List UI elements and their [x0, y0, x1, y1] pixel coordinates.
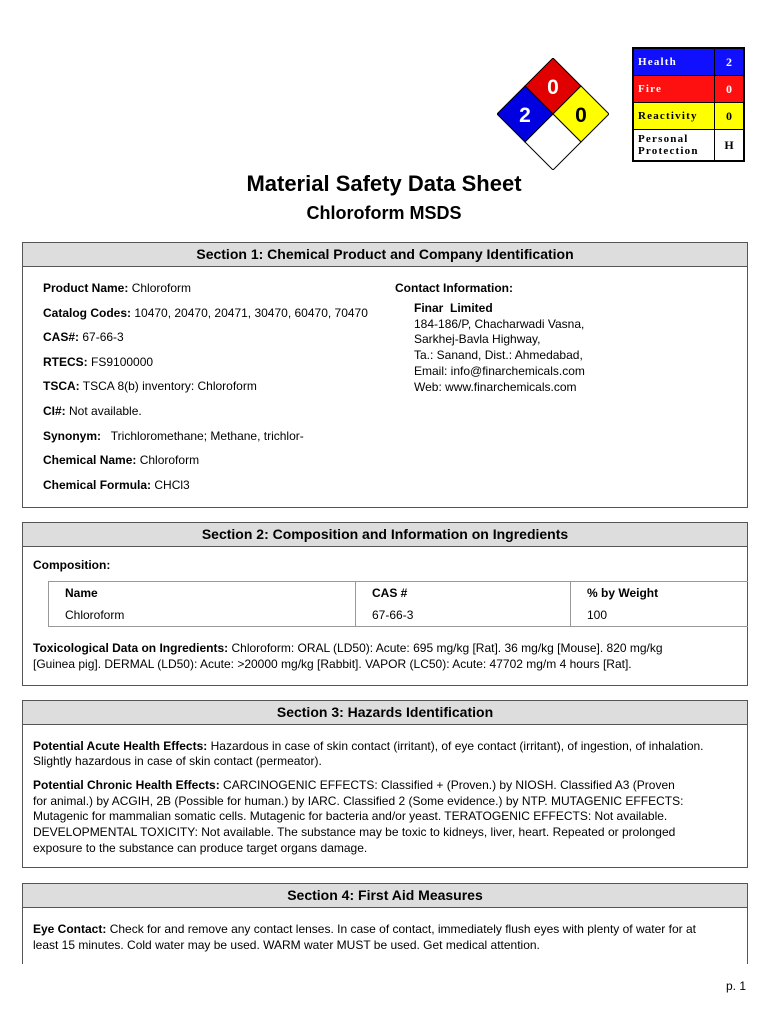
field-tsca: [43, 379, 257, 394]
company-name: Finar Limited: [414, 301, 493, 315]
field-label: Chemical Formula:: [43, 478, 152, 492]
field-synonym: [43, 429, 304, 444]
hmis-fire-label: Fire: [633, 76, 715, 103]
hmis-reactivity-value: 0: [715, 103, 745, 130]
tox-data-line2: [Guinea pig]. DERMAL (LD50): Acute: >20000 mg/kg [Rabbit]. VAPOR (LC50): Acute: 47702 mg/m 4 hours [Rat].: [33, 657, 632, 671]
field-value: CHCl3: [151, 478, 190, 492]
field-product-name: [43, 281, 191, 296]
hmis-reactivity-label: Reactivity: [633, 103, 715, 130]
tox-text: Chloroform: ORAL (LD50): Acute: 695 mg/kg [Rat]. 36 mg/kg [Mouse]. 820 mg/kg: [228, 641, 663, 655]
column-header-name: Name: [49, 582, 356, 605]
section-4-heading: Section 4: First Aid Measures: [23, 884, 747, 908]
chronic-label: Potential Chronic Health Effects:: [33, 778, 220, 792]
section-2: [22, 522, 748, 686]
composition-label: Composition:: [33, 558, 111, 572]
contact-label: Contact Information:: [395, 281, 513, 295]
nfpa-fire-value: 0: [547, 76, 559, 99]
address-line: Ta.: Sanand, Dist.: Ahmedabad,: [414, 348, 583, 362]
field-catalog-codes: [43, 306, 368, 321]
eye-contact-line2: least 15 minutes. Cold water may be used. WARM water MUST be used. Get medical attention.: [33, 938, 540, 952]
field-label: RTECS:: [43, 355, 88, 369]
hmis-fire-value: 0: [715, 76, 745, 103]
field-chemical-formula: [43, 478, 190, 493]
field-value: Not available.: [65, 404, 142, 418]
acute-label: Potential Acute Health Effects:: [33, 739, 208, 753]
email-line: Email: info@finarchemicals.com: [414, 364, 585, 378]
nfpa-diamond: [497, 58, 609, 170]
cell-cas: 67-66-3: [356, 604, 571, 627]
field-label: CI#:: [43, 404, 66, 418]
cell-name: Chloroform: [49, 604, 356, 627]
nfpa-reactivity-value: 0: [575, 104, 587, 127]
field-value: TSCA 8(b) inventory: Chloroform: [79, 379, 257, 393]
eye-contact-line1: [33, 922, 696, 937]
chronic-effects-line: Mutagenic for mammalian somatic cells. Mutagenic for bacteria and/or yeast. TERATOGENIC EFFECTS: Not available.: [33, 809, 668, 823]
field-label: TSCA:: [43, 379, 80, 393]
tox-data-line1: [33, 641, 663, 656]
hmis-health-value: 2: [715, 48, 745, 76]
field-rtecs: [43, 355, 153, 370]
hmis-protection-label: [633, 130, 715, 162]
document-title: Material Safety Data Sheet: [246, 171, 522, 196]
chronic-effects-line1: [33, 778, 675, 793]
field-label: Catalog Codes:: [43, 306, 132, 320]
acute-effects-line1: [33, 739, 704, 754]
field-ci: [43, 404, 142, 419]
field-value: Chloroform: [128, 281, 192, 295]
address-line: Sarkhej-Bavla Highway,: [414, 332, 541, 346]
hmis-protection-label-line1: Personal: [638, 133, 689, 145]
eye-contact-label: Eye Contact:: [33, 922, 107, 936]
field-chemical-name: [43, 453, 199, 468]
hmis-rating-table: [632, 47, 745, 162]
address-line: 184-186/P, Chacharwadi Vasna,: [414, 317, 585, 331]
web-line: Web: www.finarchemicals.com: [414, 380, 577, 394]
field-value: Chloroform: [136, 453, 200, 467]
field-label: Product Name:: [43, 281, 129, 295]
chronic-text: CARCINOGENIC EFFECTS: Classified + (Proven.) by NIOSH. Classified A3 (Proven: [219, 778, 675, 792]
section-3: [22, 700, 748, 868]
section-4: [22, 883, 748, 964]
chronic-effects-line: exposure to the substance can produce target organs damage.: [33, 841, 368, 855]
document-subtitle: Chloroform MSDS: [306, 203, 462, 223]
hmis-protection-label-line2: Protection: [638, 145, 699, 157]
column-header-cas: CAS #: [356, 582, 571, 605]
hmis-health-label: Health: [633, 48, 715, 76]
field-value: Trichloromethane; Methane, trichlor-: [101, 429, 304, 443]
column-header-weight: % by Weight: [571, 582, 749, 605]
section-2-heading: Section 2: Composition and Information on Ingredients: [23, 523, 747, 547]
page-number: p. 1: [726, 979, 747, 993]
acute-text: Hazardous in case of skin contact (irritant), of eye contact (irritant), of ingestion, of inhalation.: [207, 739, 704, 753]
nfpa-health-value: 2: [519, 104, 531, 127]
section-1-heading: Section 1: Chemical Product and Company Identification: [23, 243, 747, 267]
field-label: Synonym:: [43, 429, 102, 443]
section-3-heading: Section 3: Hazards Identification: [23, 701, 747, 725]
field-value: 10470, 20470, 20471, 30470, 60470, 70470: [131, 306, 368, 320]
hmis-protection-value: H: [715, 130, 745, 162]
tox-label: Toxicological Data on Ingredients:: [33, 641, 229, 655]
field-value: 67-66-3: [79, 330, 124, 344]
acute-effects-line2: Slightly hazardous in case of skin contact (permeator).: [33, 754, 322, 768]
section-1: [22, 242, 748, 508]
field-label: Chemical Name:: [43, 453, 137, 467]
table-row: [49, 604, 749, 627]
field-value: FS9100000: [87, 355, 154, 369]
chronic-effects-line: DEVELOPMENTAL TOXICITY: Not available. The substance may be toxic to kidneys, liver, heart. Repeated or prolonged: [33, 825, 676, 839]
eye-contact-text: Check for and remove any contact lenses. In case of contact, immediately flush eyes with plenty of water for at: [106, 922, 696, 936]
field-cas: [43, 330, 124, 345]
chronic-effects-line: for animal.) by ACGIH, 2B (Possible for human.) by IARC. Classified 2 (Some evidence.) by NTP. MUTAGENIC EFFECTS:: [33, 794, 684, 808]
cell-weight: 100: [571, 604, 749, 627]
field-label: CAS#:: [43, 330, 80, 344]
composition-table: [48, 581, 748, 627]
